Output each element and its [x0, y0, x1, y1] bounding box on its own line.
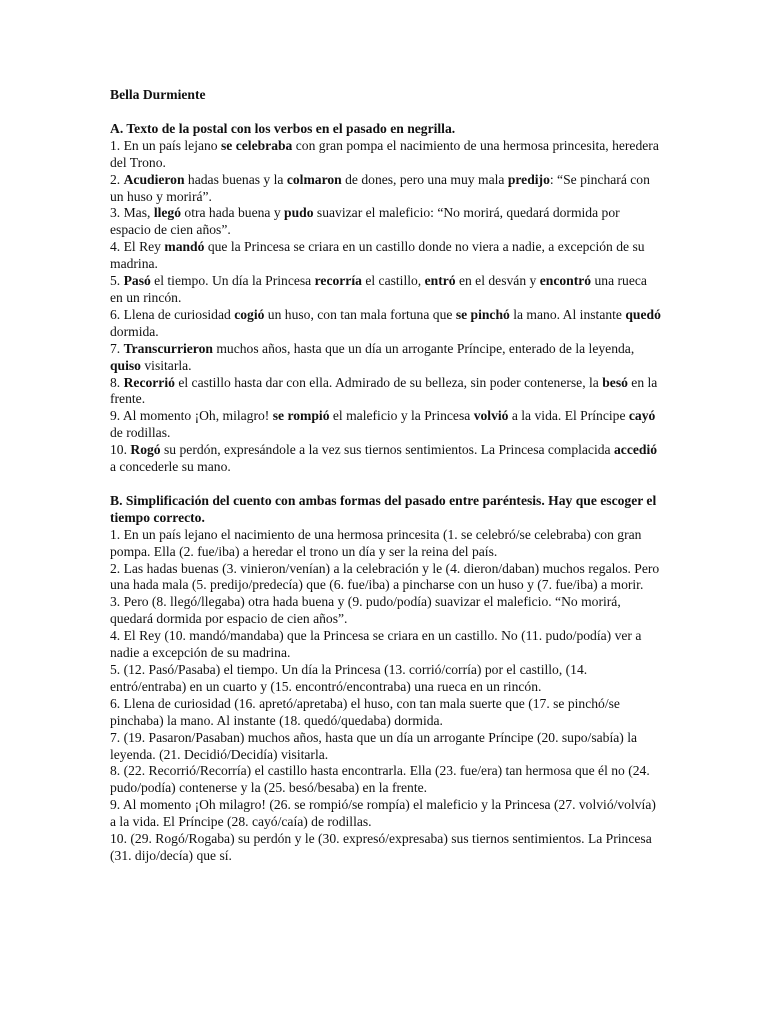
bold-verb: encontró	[539, 273, 592, 289]
text-run: 8.	[110, 374, 124, 390]
bold-verb: accedió	[613, 442, 658, 458]
bold-verb: quedó	[625, 306, 661, 322]
section-a-paragraph	[110, 273, 662, 307]
section-a-paragraph	[110, 138, 662, 172]
section-b-paragraph: 6. Llena de curiosidad (16. apretó/apretaba) el huso, con tan mala suerte que (17. se pinchó/se pinchaba) la mano. Al instante (18. quedó/quedaba) dormida.	[110, 695, 620, 728]
bold-verb: Recorrió	[123, 374, 175, 390]
bold-verb: cayó	[628, 408, 656, 424]
bold-verb: quiso	[110, 357, 141, 373]
section-b-paragraph: 4. El Rey (10. mandó/mandaba) que la Princesa se criara en un castillo. No (11. pudo/podía) ver a nadie a excepción de su madrina.	[110, 628, 642, 661]
bold-verb: se celebraba	[221, 137, 293, 153]
text-run: de rodillas.	[110, 425, 171, 441]
section-a-paragraph	[110, 239, 662, 273]
section-b-paragraph: 9. Al momento ¡Oh milagro! (26. se rompió/se rompía) el maleficio y la Princesa (27. volvió/volvía) a la vida. El Príncipe (28. cayó/caía) de rodillas.	[110, 797, 656, 830]
section-a-paragraph	[110, 307, 662, 341]
text-run: en la frente.	[110, 374, 658, 407]
section-b-heading: B. Simplificación del cuento con ambas formas del pasado entre paréntesis. Hay que escoger el tiempo correcto.	[110, 492, 657, 525]
text-run: 10.	[110, 442, 131, 458]
bold-verb: recorría	[314, 273, 362, 289]
bold-verb: mandó	[164, 239, 205, 255]
bold-verb: Transcurrieron	[123, 340, 213, 356]
section-b-paragraph: 10. (29. Rogó/Rogaba) su perdón y le (30. expresó/expresaba) sus tiernos sentimientos. La Princesa (31. dijo/decía) que sí.	[110, 831, 652, 863]
section-a-paragraph	[110, 408, 662, 442]
text-run: visitarla.	[140, 357, 192, 373]
section-b-paragraph: 7. (19. Pasaron/Pasaban) muchos años, hasta que un día un arrogante Príncipe (20. supo/sabía) la leyenda. (21. Decidió/Decidía) visitarla.	[110, 729, 638, 762]
text-run: muchos años, hasta que un día un arrogante Príncipe, enterado de la leyenda,	[212, 340, 635, 356]
text-run: el castillo hasta dar con ella. Admirado de su belleza, sin poder contenerse, la	[174, 374, 603, 390]
section-a-paragraph	[110, 442, 662, 476]
section-a-paragraph	[110, 205, 662, 239]
section-a-paragraph	[110, 341, 662, 375]
text-run: la mano. Al instante	[509, 306, 626, 322]
text-run: otra hada buena y	[181, 205, 285, 221]
section-a-paragraphs	[110, 138, 662, 476]
text-run: suavizar el maleficio: “No morirá, quedará dormida por espacio de cien años”.	[110, 205, 620, 238]
text-run: el tiempo. Un día la Princesa	[150, 273, 315, 289]
section-b-paragraph: 2. Las hadas buenas (3. vinieron/venían) a la celebración y le (4. dieron/daban) muchos regalos. Pero una hada mala (5. predijo/predecía) que (6. fue/iba) a pincharse con un huso y (7. fue/iba) a morir.	[110, 560, 660, 593]
text-run: 6. Llena de curiosidad	[110, 306, 235, 322]
text-run: un huso, con tan mala fortuna que	[264, 306, 456, 322]
text-run: a la vida. El Príncipe	[508, 408, 629, 424]
section-b-paragraph: 1. En un país lejano el nacimiento de una hermosa princesita (1. se celebró/se celebraba) con gran pompa. Ella (2. fue/iba) a heredar el trono un día y ser la reina del país.	[110, 526, 642, 559]
text-run: : “Se pinchará con un huso y morirá”.	[110, 171, 650, 204]
text-run: 3. Mas,	[110, 205, 154, 221]
section-b-paragraphs	[110, 527, 662, 865]
text-run: 9. Al momento ¡Oh, milagro!	[110, 408, 273, 424]
bold-verb: besó	[602, 374, 628, 390]
bold-verb: se rompió	[272, 408, 330, 424]
text-run: 5.	[110, 273, 124, 289]
text-run: dormida.	[110, 323, 159, 339]
document-body	[110, 87, 662, 865]
text-run: 7.	[110, 340, 124, 356]
section-a-paragraph	[110, 375, 662, 409]
section-a-paragraph	[110, 172, 662, 206]
bold-verb: Acudieron	[123, 171, 185, 187]
text-run: su perdón, expresándole a la vez sus tiernos sentimientos. La Princesa complacida	[160, 442, 614, 458]
section-a-heading: A. Texto de la postal con los verbos en el pasado en negrilla.	[110, 120, 456, 136]
text-run: 4. El Rey	[110, 239, 165, 255]
section-b-paragraph: 5. (12. Pasó/Pasaba) el tiempo. Un día la Princesa (13. corrió/corría) por el castillo, (14. entró/entraba) en un cuarto y (15. encontró/encontraba) una rueca en un rincón.	[110, 662, 588, 694]
text-run: con gran pompa el nacimiento de una hermosa princesita, heredera del Trono.	[110, 137, 659, 170]
bold-verb: Pasó	[123, 273, 151, 289]
text-run: que la Princesa se criara en un castillo donde no viera a nadie, a excepción de su madrina.	[110, 239, 645, 272]
bold-verb: colmaron	[286, 171, 342, 187]
bold-verb: se pinchó	[455, 306, 510, 322]
text-run: una rueca en un rincón.	[110, 273, 647, 305]
text-run: 1. En un país lejano	[110, 137, 221, 153]
section-b-paragraph: 3. Pero (8. llegó/llegaba) otra hada buena y (9. pudo/podía) suavizar el maleficio. “No morirá, quedará dormida por espacio de cien años”.	[110, 594, 621, 627]
document-title: Bella Durmiente	[110, 87, 206, 102]
bold-verb: cogió	[234, 306, 265, 322]
text-run: en el desván y	[455, 273, 540, 289]
text-run: de dones, pero una muy mala	[341, 171, 508, 187]
bold-verb: predijo	[507, 171, 550, 187]
bold-verb: pudo	[284, 205, 314, 221]
text-run: hadas buenas y la	[184, 171, 287, 187]
text-run: 2.	[110, 171, 124, 187]
text-run: el castillo,	[361, 273, 425, 289]
bold-verb: volvió	[473, 408, 509, 424]
section-b-paragraph: 8. (22. Recorrió/Recorría) el castillo hasta encontrarla. Ella (23. fue/era) tan hermosa que él no (24. pudo/podía) contenerse y la (25. besó/besaba) en la frente.	[110, 763, 650, 796]
bold-verb: entró	[424, 273, 456, 289]
bold-verb: llegó	[153, 205, 181, 221]
text-run: el maleficio y la Princesa	[329, 408, 474, 424]
text-run: a concederle su mano.	[110, 459, 231, 475]
bold-verb: Rogó	[130, 442, 161, 458]
